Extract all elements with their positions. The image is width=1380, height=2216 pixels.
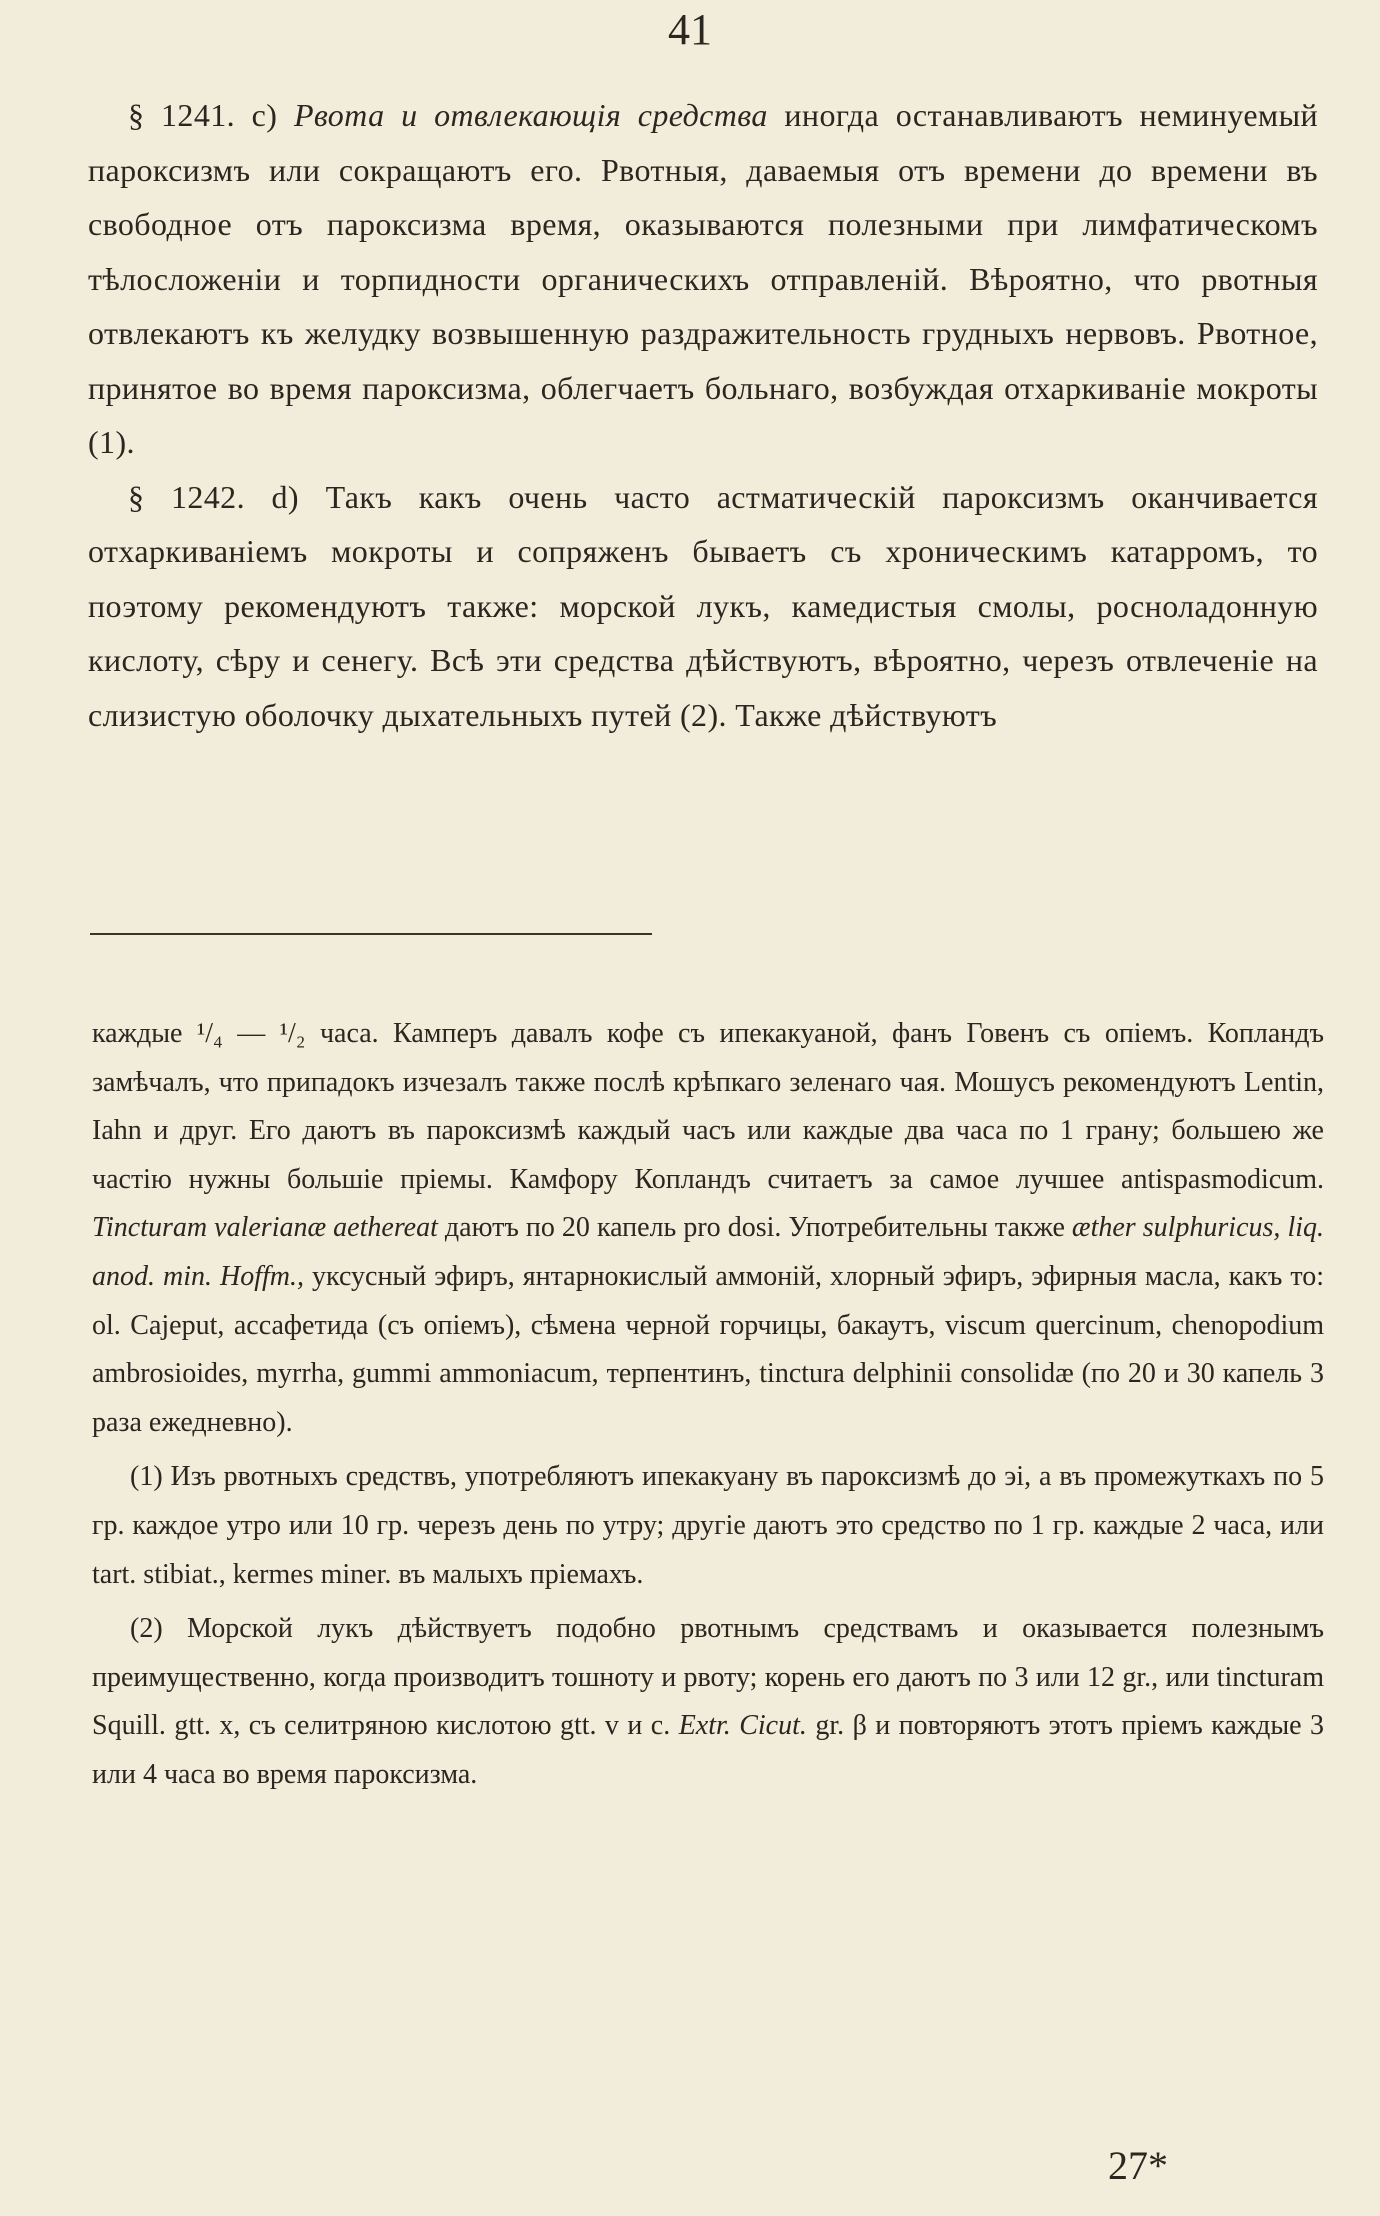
paragraph-1241 bbox=[88, 88, 1318, 470]
footnote-text: каждые ¹/₄ — ¹/₂ часа. Камперъ давалъ кофе съ ипекакуаной, фанъ Говенъ съ опіемъ. Копландъ замѣчалъ, что припадокъ изчезалъ также послѣ крѣпкаго зеленаго чая. Мошусъ рекомендуютъ Lentin, Iahn и друг. Его даютъ въ пароксизмѣ каждый часъ или каждые два часа по 1 грану; большею же частію нужны большіе пріемы. Камфору Копландъ считаетъ за самое лучшее antispasmodicum. bbox=[92, 1018, 1324, 1195]
footnote-text: (2) Морской лукъ дѣйствуетъ подобно рвотнымъ средствамъ и оказывается полезнымъ преимущественно, когда производитъ тошноту и рвоту; корень его даютъ по 3 или 12 gr., или tincturam Squill. gtt. x, съ селитряною кислотою gtt. v и с. bbox=[92, 1613, 1324, 1742]
footnote-divider bbox=[90, 933, 652, 935]
footnote-text: уксусный эфиръ, янтарнокислый аммоній, хлорный эфиръ, эфирныя масла, какъ то: ol. Cajeput, ассафетида (съ опіемъ), сѣмена черной горчицы, бакаутъ, viscum quercinum, chenopodium ambrosioides, myrrha, gummi ammoniacum, терпентинъ, tinctura delphinii consolidæ (по 20 и 30 капель 3 раза ежедневно). bbox=[92, 1260, 1325, 1438]
paragraph-1242 bbox=[88, 470, 1318, 743]
paragraph-text: иногда останавливаютъ неминуемый пароксизмъ или сокращаютъ его. Рвотныя, даваемыя отъ времени до времени въ свободное отъ пароксизма время, оказываются полезными при лимфатическомъ тѣлосложеніи и торпидности органическихъ отправленій. Вѣроятно, что рвотныя отвлекаютъ къ желудку возвышенную раздражительность грудныхъ нервовъ. Рвотное, принятое во время пароксизма, облегчаетъ больнаго, возбуждая отхаркиваніе мокроты (1). bbox=[88, 97, 1319, 460]
footnote-latin: Tincturam valerianæ aethereat bbox=[92, 1212, 438, 1244]
footnote-2 bbox=[92, 1605, 1324, 1799]
footnote-continuation bbox=[92, 1010, 1324, 1447]
italic-heading: Рвота и отвлекающія средства bbox=[293, 97, 768, 133]
footnote-latin: æther sulphuricus, liq. anod. min. Hoffm., bbox=[92, 1212, 1324, 1292]
page-number: 41 bbox=[668, 5, 712, 54]
footnote-text: gr. β и повторяютъ этотъ пріемъ каждые 3 или 4 часа во время пароксизма. bbox=[92, 1710, 1325, 1790]
footnote-text: даютъ по 20 капель pro dosi. Употребительны также bbox=[444, 1212, 1065, 1244]
signature-mark: 27* bbox=[1108, 2143, 1168, 2188]
footnote-1: (1) Изъ рвотныхъ средствъ, употребляютъ ипекакуану въ пароксизмѣ до эі, а въ промежуткахъ по 5 гр. каждое утро или 10 гр. черезъ день по утру; другіе даютъ это средство по 1 гр. каждые 2 часа, или tart. stibiat., kermes miner. въ малыхъ пріемахъ. bbox=[92, 1461, 1324, 1590]
section-number: § 1242. d) bbox=[128, 478, 299, 515]
paragraph-text: Такъ какъ очень часто астматическій пароксизмъ оканчивается отхаркиваніемъ мокроты и сопряженъ бываетъ съ хроническимъ катарромъ, то поэтому рекомендуютъ также: морской лукъ, камедистыя смолы, росноладонную кислоту, сѣру и сенегу. Всѣ эти средства дѣйствуютъ, вѣроятно, черезъ отвлеченіе на слизистую оболочку дыхательныхъ путей (2). Также дѣйствуютъ bbox=[88, 478, 1319, 733]
section-number: § 1241. c) bbox=[128, 97, 278, 133]
main-text bbox=[88, 88, 1318, 742]
footnotes bbox=[92, 1010, 1324, 1800]
footnote-latin: Extr. Cicut. bbox=[678, 1710, 807, 1742]
